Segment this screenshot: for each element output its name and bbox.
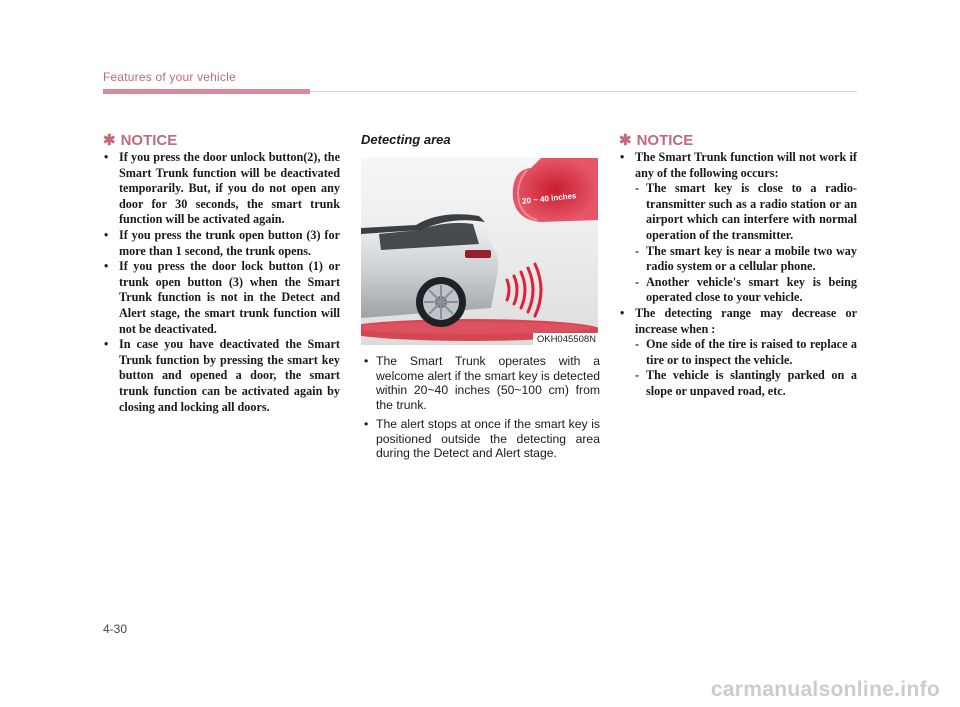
left-notice <box>103 131 340 415</box>
range-label: 20 ~ 40 inches <box>521 191 577 206</box>
sub-list-item: - The smart key is close to a radio-transmitter such as a radio station or an airport which can interfere with normal operation of the transmitter. <box>635 181 857 243</box>
header-accent-rule <box>103 89 310 94</box>
sub-list-item: - One side of the tire is raised to replace a tire or to inspect the vehicle. <box>635 337 857 368</box>
list-item: • If you press the door lock button (1) or trunk open button (3) when the Smart Trunk function is not in the Detect and Alert stage, the smart trunk function will not be deactivated. <box>103 259 340 337</box>
notice-title <box>103 131 340 149</box>
right-notice <box>619 131 857 400</box>
notice-title <box>619 131 857 149</box>
sub-list <box>635 181 857 306</box>
detecting-area-section <box>361 132 600 147</box>
car-rear-illustration <box>361 158 598 345</box>
sub-list-item: - Another vehicle's smart key is being operated close to your vehicle. <box>635 275 857 306</box>
notice-star-icon: ✱ <box>619 132 632 149</box>
notice-list <box>103 150 340 415</box>
list-item-text: The detecting range may decrease or increase when : <box>635 305 857 336</box>
list-item: • If you press the door unlock button(2), the Smart Trunk function will be deactivated temporarily. But, if you do not open any door for 30 seconds, the smart trunk function will be activated again. <box>103 150 340 228</box>
notice-star-icon: ✱ <box>103 132 116 149</box>
figure-code: OKH045508N <box>533 333 598 345</box>
list-item: • The Smart Trunk operates with a welcome alert if the smart key is detected within 20~40 inches (50~100 cm) from the trunk. <box>361 354 600 412</box>
detecting-list <box>361 354 600 461</box>
list-item: • In case you have deactivated the Smart Trunk function by pressing the smart key button and opened a door, the smart trunk function can be activated again by closing and locking all doors. <box>103 337 340 415</box>
page-number: 4-30 <box>103 622 128 636</box>
sub-list-item: - The vehicle is slantingly parked on a slope or unpaved road, etc. <box>635 368 857 399</box>
detecting-area-title: Detecting area <box>361 132 451 147</box>
section-header: Features of your vehicle <box>103 70 236 84</box>
list-item <box>619 306 857 400</box>
notice-list <box>619 150 857 400</box>
list-item: • If you press the trunk open button (3) for more than 1 second, the trunk opens. <box>103 228 340 259</box>
list-item <box>619 150 857 306</box>
detecting-area-text <box>361 354 600 466</box>
header-rule <box>310 91 857 92</box>
notice-title-text: NOTICE <box>636 131 694 149</box>
watermark: carmanualsonline.info <box>710 678 940 701</box>
sub-list <box>635 337 857 399</box>
list-item-text: The Smart Trunk function will not work if any of the following occurs: <box>635 150 857 180</box>
list-item: • The alert stops at once if the smart key is positioned outside the detecting area during the Detect and Alert stage. <box>361 417 600 461</box>
notice-title-text: NOTICE <box>120 131 178 149</box>
sub-list-item: - The smart key is near a mobile two way radio system or a cellular phone. <box>635 244 857 275</box>
detecting-area-figure <box>361 158 598 345</box>
